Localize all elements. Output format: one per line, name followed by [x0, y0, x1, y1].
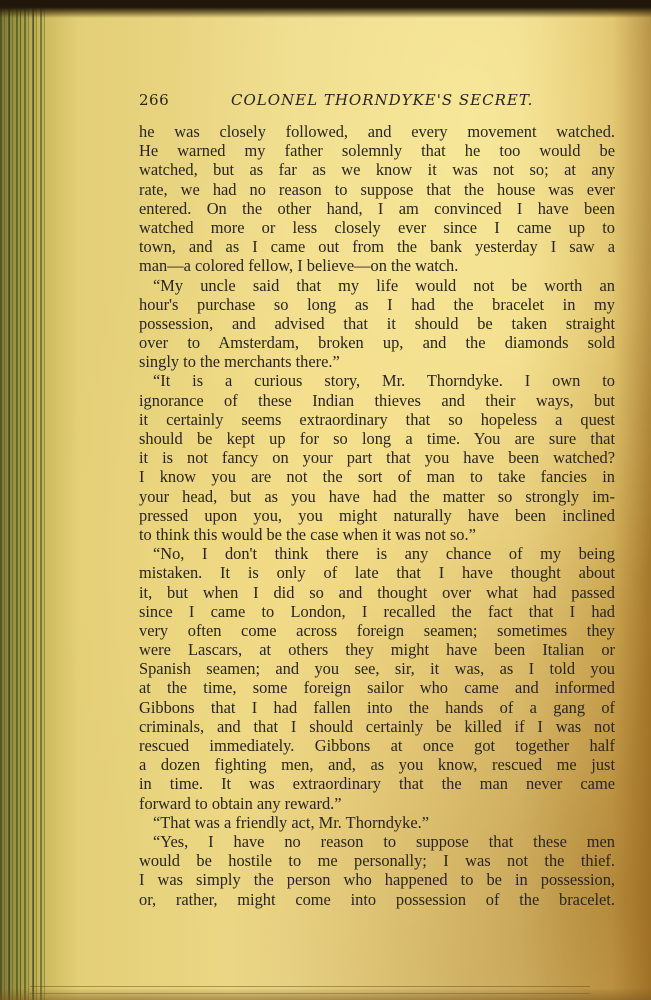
text-line: Spanish seamen; and you see, sir, it was, as I told you: [139, 659, 615, 679]
text-line: very often come across foreign seamen; sometimes they: [139, 620, 615, 640]
text-line: “It is a curious story, Mr. Thorndyke. I own to: [153, 371, 615, 391]
text-line: rescued immediately. Gibbons at once got together half: [139, 736, 615, 755]
text-line: possession, and advised that it should be taken straight: [139, 313, 615, 333]
text-line: watched, but as far as we know it was not so; at any: [139, 160, 615, 180]
text-line: town, and as I came out from the bank yesterday I saw a: [139, 237, 615, 257]
text-line: “My uncle said that my life would not be worth an: [153, 275, 615, 295]
text-line: over to Amsterdam, broken up, and the diamonds sold: [139, 333, 615, 353]
text-line: I was simply the person who happened to be in possession,: [139, 870, 615, 890]
text-line: forward to obtain any reward.”: [139, 793, 342, 813]
text-line: pressed upon you, you might naturally have been inclined: [139, 505, 615, 525]
text-line: it, but when I did so and thought over what had passed: [139, 582, 615, 602]
text-line: at the time, some foreign sailor who came and informed: [139, 678, 615, 698]
text-line: or, rather, might come into possession of the bracelet.: [139, 889, 615, 909]
text-line: to think this would be the case when it was not so.”: [139, 524, 476, 544]
book-spine: [0, 0, 46, 1000]
text-line: “Yes, I have no reason to suppose that these men: [153, 831, 615, 851]
spine-crease: [20, 0, 21, 1000]
text-line: in time. It was extraordinary that the man never came: [139, 774, 615, 794]
text-line: watched more or less closely ever since I came up to: [139, 217, 615, 237]
text-line: hour's purchase so long as I had the bracelet in my: [139, 294, 615, 314]
text-line: I know you are not the sort of man to take fancies in: [139, 467, 615, 487]
text-line: it is not fancy on your part that you have been watched?: [139, 448, 615, 468]
text-line: should be kept up for so long a time. You are sure that: [139, 429, 615, 448]
text-line: it certainly seems extraordinary that so hopeless a quest: [139, 409, 615, 429]
text-line: He warned my father solemnly that he too would be: [139, 141, 615, 161]
running-title: COLONEL THORNDYKE'S SECRET.: [231, 91, 534, 109]
spine-crease: [33, 0, 34, 1000]
text-line: mistaken. It is only of late that I have thought about: [139, 563, 615, 583]
page-edge-lines: [30, 986, 590, 994]
text-line: your head, but as you have had the matter so strongly im-: [139, 486, 615, 506]
text-line: he was closely followed, and every movement watched.: [139, 122, 615, 141]
body-text: [139, 122, 615, 909]
text-line: were Lascars, at others they might have been Italian or: [139, 640, 615, 660]
text-line: since I came to London, I recalled the fact that I had: [139, 601, 615, 621]
text-line: entered. On the other hand, I am convinced I have been: [139, 198, 615, 218]
text-line: ignorance of these Indian thieves and their ways, but: [139, 390, 615, 410]
text-line: man—a colored fellow, I believe—on the watch.: [139, 256, 459, 276]
text-line: singly to the merchants there.”: [139, 352, 340, 372]
text-line: rate, we had no reason to suppose that the house was ever: [139, 179, 615, 199]
text-line: criminals, and that I should certainly be killed if I was not: [139, 716, 615, 736]
top-shadow: [0, 0, 651, 18]
page-number: 266: [139, 91, 170, 109]
text-line: “No, I don't think there is any chance of my being: [153, 544, 615, 564]
text-line: Gibbons that I had fallen into the hands of a gang of: [139, 697, 615, 717]
running-header: [139, 89, 615, 113]
text-line: a dozen fighting men, and, as you know, rescued me just: [139, 755, 615, 775]
text-line: “That was a friendly act, Mr. Thorndyke.”: [153, 812, 429, 832]
spine-crease: [9, 0, 10, 1000]
text-line: would be hostile to me personally; I was not the thief.: [139, 851, 615, 871]
